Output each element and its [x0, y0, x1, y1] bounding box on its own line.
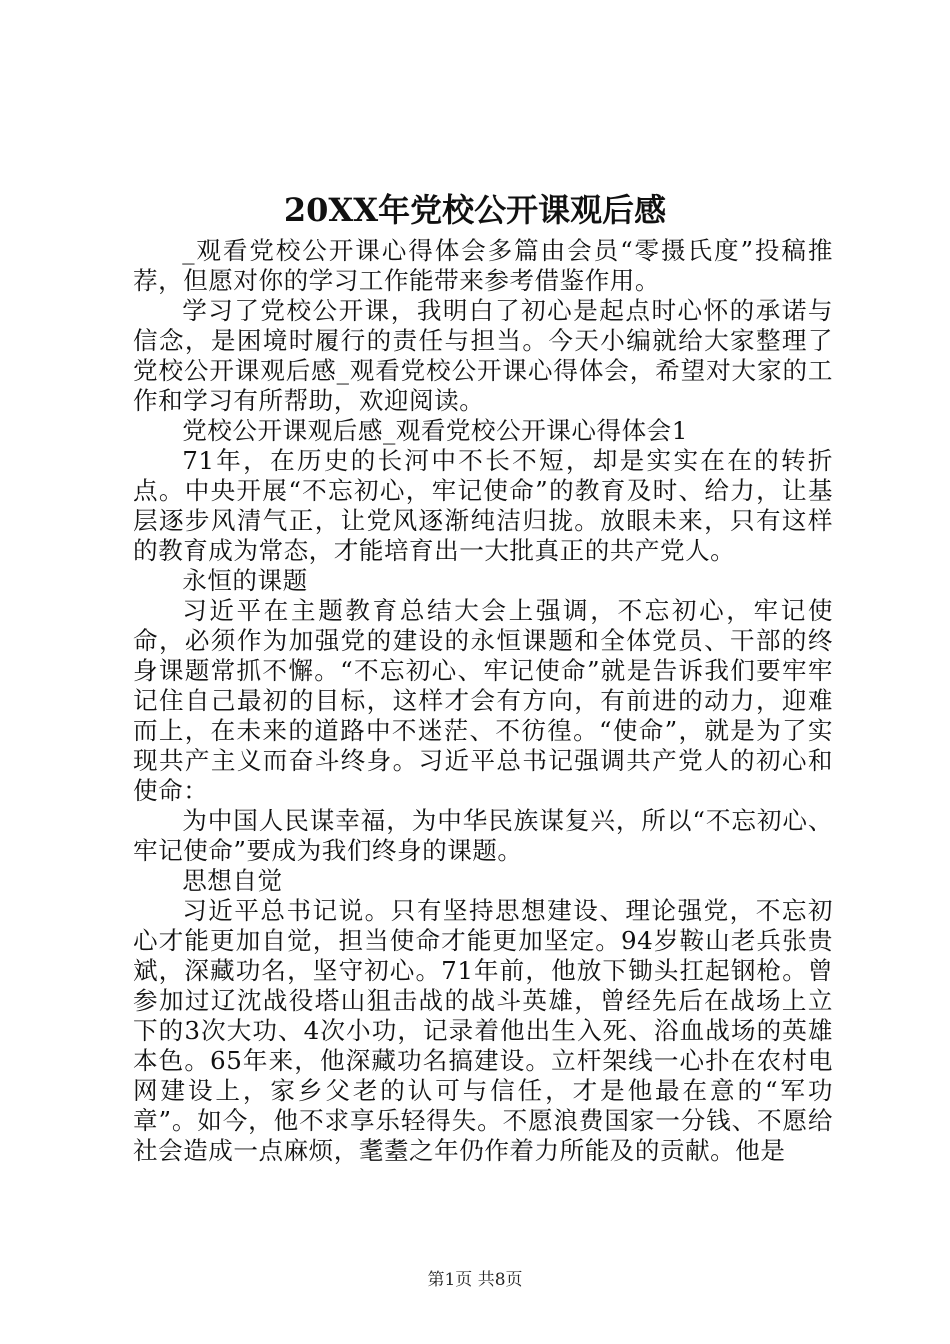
subheading-eternal-topic: 永恒的课题 [182, 566, 308, 595]
document-title: 20XX年党校公开课观后感 [283, 191, 667, 229]
document-body [133, 236, 833, 1166]
paragraph-summary: 学习了党校公开课，我明白了初心是起点时心怀的承诺与信念，是困境时履行的责任与担当。今天小编就给大家整理了党校公开课观后感_观看党校公开课心得体会，希望对大家的工作和学习有所帮助，欢迎阅读。 [133, 296, 833, 415]
paragraph-ideological-awareness: 习近平总书记说。只有坚持思想建设、理论强党，不忘初心才能更加自觉，担当使命才能更加坚定。94岁鞍山老兵张贵斌，深藏功名，坚守初心。71年前，他放下锄头扛起钢枪。曾参加过辽沈战役塔山狙击战的战斗英雄，曾经先后在战场上立下的3次大功、4次小功，记录着他出生入死、浴血战场的英雄本色。65年来，他深藏功名搞建设。立杆架线一心扑在农村电网建设上，家乡父老的认可与信任，才是他最在意的“军功章”。如今，他不求享乐轻得失。不愿浪费国家一分钱、不愿给社会造成一点麻烦，耄耋之年仍作着力所能及的贡献。他是 [133, 896, 833, 1165]
subheading-ideological-awareness: 思想自觉 [182, 866, 283, 895]
paragraph-mission: 为中国人民谋幸福，为中华民族谋复兴，所以“不忘初心、牢记使命”要成为我们终身的课题。 [133, 806, 833, 865]
page-footer: 第1页 共8页 [427, 1270, 523, 1290]
section-heading-1: 党校公开课观后感_观看党校公开课心得体会1 [182, 416, 688, 445]
paragraph-eternal-topic: 习近平在主题教育总结大会上强调，不忘初心，牢记使命，必须作为加强党的建设的永恒课题和全体党员、干部的终身课题常抓不懈。“不忘初心、牢记使命”就是告诉我们要牢牢记住自己最初的目标，这样才会有方向，有前进的动力，迎难而上，在未来的道路中不迷茫、不彷徨。“使命”，就是为了实现共产主义而奋斗终身。习近平总书记强调共产党人的初心和使命： [133, 596, 833, 805]
paragraph-71-years: 71年，在历史的长河中不长不短，却是实实在在的转折点。中央开展“不忘初心，牢记使命”的教育及时、给力，让基层逐步风清气正，让党风逐渐纯洁归拢。放眼未来，只有这样的教育成为常态，才能培育出一大批真正的共产党人。 [133, 446, 833, 565]
paragraph-intro: _观看党校公开课心得体会多篇由会员“零摄氏度”投稿推荐，但愿对你的学习工作能带来参考借鉴作用。 [133, 236, 833, 295]
